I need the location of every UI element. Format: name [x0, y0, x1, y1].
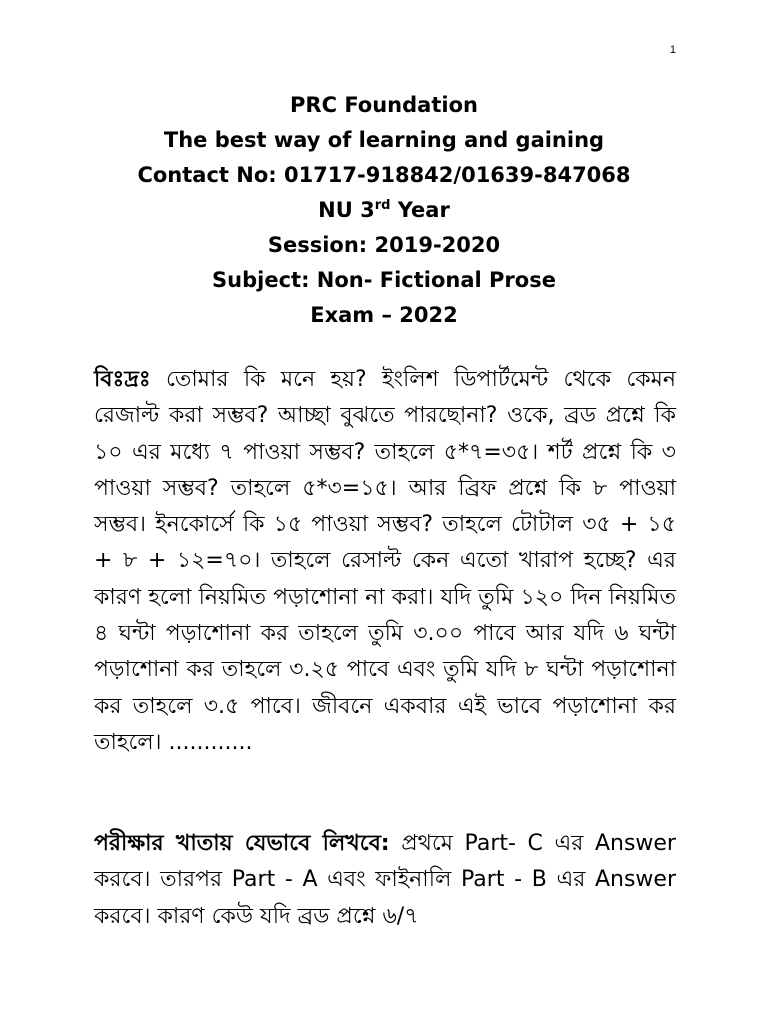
foundation-name: PRC Foundation — [290, 93, 478, 117]
year-line — [0, 193, 768, 228]
tagline: The best way of learning and gaining — [163, 128, 605, 152]
year-suffix: Year — [390, 198, 450, 222]
session-line: Session: 2019-2020 — [267, 233, 501, 257]
year-prefix: NU 3 — [318, 198, 375, 222]
exam-instructions-paragraph — [94, 826, 676, 935]
instructions-text: প্রথমে Part- C এর Answer করবে। তারপর Part - A এবং ফাইনালি Part - B এর Answer করবে। কারণ কেউ যদি ব্রড প্রশ্নে ৬/৭ — [94, 831, 676, 929]
contact-info: Contact No: 01717-918842/01639-847068 — [137, 163, 631, 187]
note-paragraph — [94, 362, 676, 761]
exam-line: Exam – 2022 — [310, 303, 458, 327]
year-ordinal: rd — [374, 198, 391, 213]
page-number: 1 — [669, 44, 676, 56]
instructions-label: পরীক্ষার খাতায় যেভাবে লিখবে: — [94, 831, 390, 856]
note-text: তোমার কি মনে হয়? ইংলিশ ডিপার্টমেন্ট থেকে কেমন রেজাল্ট করা সম্ভব? আচ্ছা বুঝতে পারছোনা? ওকে, ব্রড প্রশ্নে কি ১০ এর মধ্যে ৭ পাওয়া সম্ভব? তাহলে ৫*৭=৩৫। শর্ট প্রশ্নে কি ৩ পাওয়া সম্ভব? তাহলে ৫*৩=১৫। আর ব্রিফ প্রশ্নে কি ৮ পাওয়া সম্ভব। ইনকোর্সে কি ১৫ পাওয়া সম্ভব? তাহলে টোটাল ৩৫ + ১৫ + ৮ + ১২=৭০। তাহলে রেসাল্ট কেন এতো খারাপ হচ্ছে? এর কারণ হলো নিয়মিত পড়াশোনা না করা। যদি তুমি ১২০ দিন নিয়মিত ৪ ঘন্টা পড়াশোনা কর তাহলে তুমি ৩.০০ পাবে আর যদি ৬ ঘন্টা পড়াশোনা কর তাহলে ৩.২৫ পাবে এবং তুমি যদি ৮ ঘন্টা পড়াশোনা কর তাহলে ৩.৫ পাবে। জীবনে একবার এই ভাবে পড়াশোনা কর তাহলে। ............ — [94, 367, 676, 755]
subject-line: Subject: Non- Fictional Prose — [212, 268, 556, 292]
document-header — [0, 88, 768, 333]
note-label: বিঃদ্রঃ — [94, 367, 151, 392]
